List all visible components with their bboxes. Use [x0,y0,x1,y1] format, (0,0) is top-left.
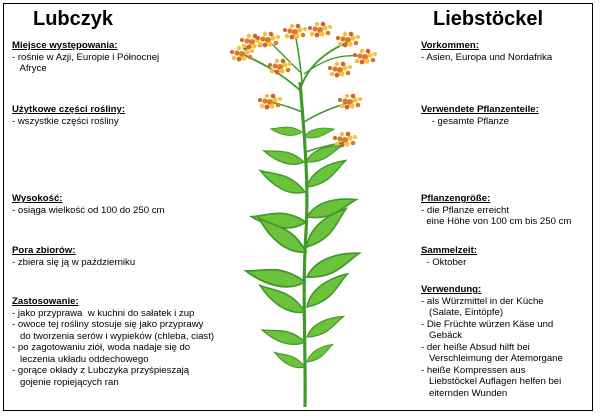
section-heading: Zastosowanie: [12,296,79,307]
section-line: Verschleimung der Atemorgane [421,353,563,364]
lovage-plant-illustration [180,12,430,412]
section-line: eine Höhe von 100 cm bis 250 cm [421,216,572,227]
section-heading: Wysokość: [12,193,63,204]
section-line: - zbiera się ją w październiku [12,256,136,268]
section-line: - gorące okłady z Lubczyka przyśpieszają [12,365,190,376]
section-line: - heiße Kompressen aus [421,364,526,376]
section-line: - Die Früchte würzen Käse und [421,318,554,330]
section-heading: Verwendung: [421,284,482,295]
section-usage-de [421,284,591,399]
section-line: - als Würzmittel in der Küche [421,295,544,307]
section-heading: Pflanzengröße: [421,193,491,204]
section-heading: Miejsce występowania: [12,40,118,51]
section-heading: Verwendete Pflanzenteile: [421,104,539,115]
title-polish: Lubczyk [33,8,114,30]
section-heading: Pora zbiorów: [12,245,76,256]
section-line: - rośnie w Azji, Europie i Północnej [12,51,160,63]
section-line: (Salate, Eintöpfe) [421,307,504,318]
section-heading: Sammelzeit: [421,245,477,256]
section-harvest-de [421,245,591,268]
section-line: - der heiße Absud hilft bei [421,341,530,353]
section-parts-de [421,104,591,127]
section-line: Liebstöckel Auflagen helfen bei [421,376,562,387]
section-line: - Oktober [421,256,467,268]
section-line: - die Pflanze erreicht [421,204,509,216]
section-line: - Asien, Europa und Nordafrika [421,51,553,63]
section-line: - gesamte Pflanze [421,115,509,127]
section-line: Gebäck [421,330,463,341]
section-line: Afryce [12,63,47,74]
section-line: - jako przyprawa w kuchni do sałatek i zup [12,307,195,319]
section-height-de [421,193,591,228]
section-line: - osiąga wielkość od 100 do 250 cm [12,204,165,216]
section-line: - po zagotowaniu ziół, woda nadaje się do [12,342,191,353]
section-line: - owoce tej rośliny stosuje się jako przyprawy [12,319,204,330]
section-line: leczenia układu oddechowego [12,353,149,365]
section-occurrence-de [421,40,591,63]
section-heading: Użytkowe części rośliny: [12,104,126,115]
title-german: Liebstöckel [433,8,544,30]
section-line: gojenie ropiejących ran [12,376,119,388]
section-line: - wszystkie części rośliny [12,115,119,127]
section-line: do tworzenia serów i wypieków (chleba, ciast) [12,330,215,342]
section-line: eiternden Wunden [421,387,508,399]
section-heading: Vorkommen: [421,40,479,51]
